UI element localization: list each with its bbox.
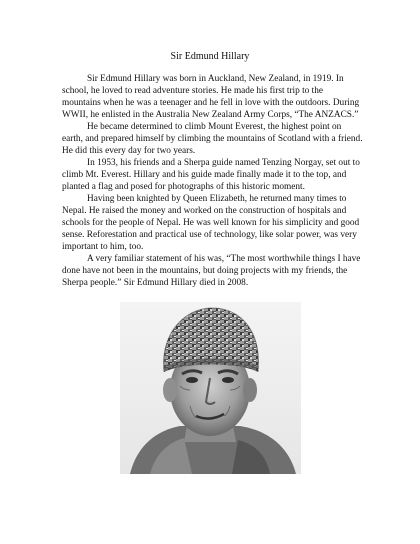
document-title: Sir Edmund Hillary — [170, 51, 250, 62]
paragraph-birth: Sir Edmund Hillary was born in Auckland, New Zealand, in 1919. In school, he loved to read adventure stories. He made his first trip to the mountains when he was a teenager and he fell in love with the outdoors. During WWII, he enlisted in the Australia New Zealand Army Corps, “The ANZACS.” — [62, 74, 360, 120]
paragraph-everest: In 1953, his friends and a Sherpa guide named Tenzing Norgay, set out to climb Mt. Everest. Hillary and his guide made finally made it to the top, and planted a flag and posed for photographs of this historic moment. — [62, 158, 360, 192]
paragraph-nepal: Having been knighted by Queen Elizabeth, he returned many times to Nepal. He raised the money and worked on the construction of hospitals and schools for the people of Nepal. He was well known for his simplicity and good sense. Reforestation and practical use of technology, like solar power, was very important to him, too. — [62, 194, 360, 252]
document-body — [62, 73, 364, 289]
portrait-photo — [120, 302, 301, 474]
paragraph-training: He became determined to climb Mount Everest, the highest point on earth, and prepared himself by climbing the mountains of Scotland with a friend. He did this every day for two years. — [62, 122, 363, 156]
paragraph-quote: A very familiar statement of his was, “The most worthwhile things I have done have not been in the mountains, but doing projects with my friends, the Sherpa people.” Sir Edmund Hillary died in 2008. — [62, 254, 361, 288]
